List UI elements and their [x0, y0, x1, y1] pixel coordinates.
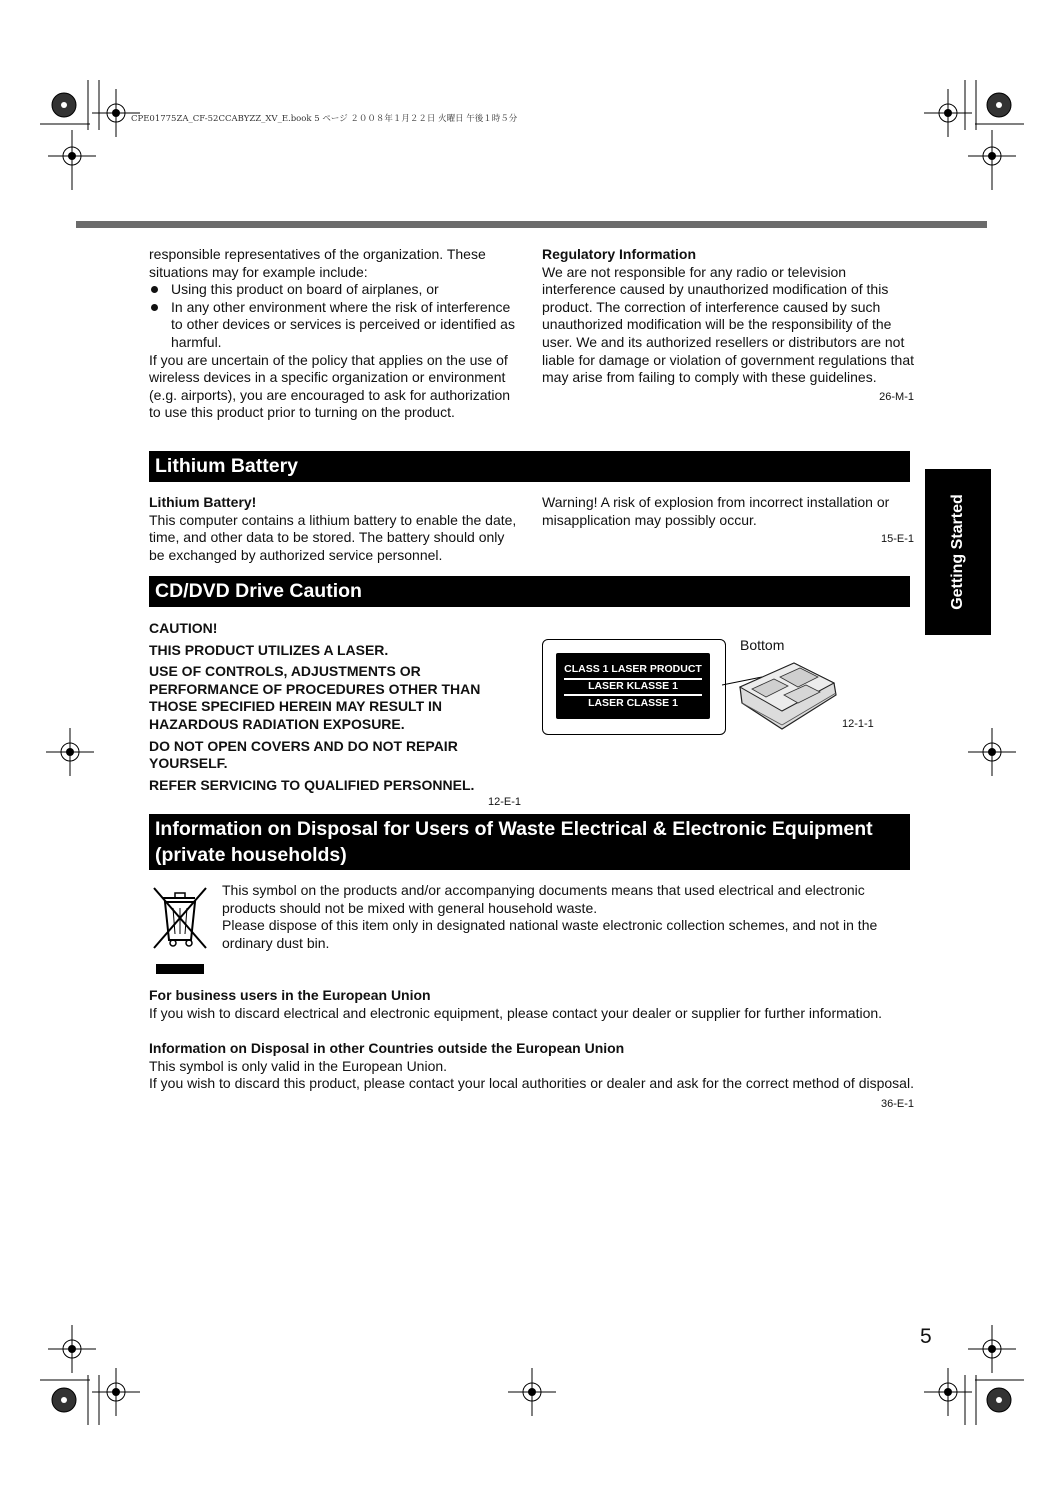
symbol-text: This symbol on the products and/or accompanying documents means that used electrical and electronic products should not be mixed with general household waste. [222, 882, 865, 916]
regulatory-body: We are not responsible for any radio or television interference caused by unauthorized modification of this product. The correction of interference caused by such unauthorized modification will be the responsibility of the user. We and its authorized resellers or distributors are not liable for damage or violation of government regulations that may arise from failing to comply with these guidelines. [542, 263, 914, 386]
figure-code: 12-1-1 [842, 718, 874, 730]
other-countries-section [149, 1040, 914, 1113]
side-tab-getting-started [925, 469, 991, 635]
wireless-policy-text [149, 246, 521, 422]
side-tab-label: Getting Started [949, 494, 966, 610]
regulatory-title: Regulatory Information [542, 246, 697, 262]
symbol-explanation [222, 882, 914, 952]
lithium-code: 15-E-1 [880, 533, 914, 546]
business-title: For business users in the European Union [149, 987, 431, 1003]
symbol-text: Please dispose of this item only in designated national waste electronic collection schemes, and not in the ordinary dust bin. [222, 917, 878, 951]
disposal-heading [149, 814, 910, 870]
cddvd-code: 12-E-1 [487, 796, 521, 809]
caution-line: DO NOT OPEN COVERS AND DO NOT REPAIR YOURSELF. [149, 737, 458, 772]
caution-line: USE OF CONTROLS, ADJUSTMENTS OR PERFORMANCE OF PROCEDURES OTHER THAN THOSE SPECIFIED HEREIN MAY RESULT IN HAZARDOUS RADIATION EXPOSURE. [149, 663, 481, 732]
other-body: This symbol is only valid in the European Union. [149, 1057, 448, 1074]
disposal-heading-line: (private households) [155, 844, 347, 866]
page-number: 5 [920, 1325, 932, 1348]
lithium-body: This computer contains a lithium battery to enable the date, time, and other data to be stored. The battery should only be exchanged by authorized service personnel. [149, 511, 517, 563]
regulatory-code: 26-M-1 [879, 390, 914, 403]
regulatory-info [542, 246, 914, 406]
cddvd-heading: CD/DVD Drive Caution [149, 576, 910, 607]
policy-paragraph: If you are uncertain of the policy that applies on the use of wireless devices in a specific organization or environment (e.g. airports), you are encouraged to ask for authorization to use this product prior to turning on the product. [149, 351, 511, 421]
intro-text: responsible representatives of the organization. These situations may for example include: [149, 246, 486, 280]
lithium-warning: Warning! A risk of explosion from incorrect installation or misapplication may possibly occur. [542, 494, 890, 528]
other-title: Information on Disposal in other Countries outside the European Union [149, 1040, 625, 1056]
laser-label-line: LASER CLASSE 1 [588, 697, 678, 709]
laser-label-line: CLASS 1 LASER PRODUCT [564, 663, 702, 675]
list-item: In any other environment where the risk of interference to other devices or services is perceived or identified as harmful. [149, 299, 521, 352]
lithium-right [542, 494, 914, 549]
disposal-heading-line: Information on Disposal for Users of Waste Electrical & Electronic Equipment [155, 818, 873, 840]
top-rule [76, 221, 987, 228]
caution-line: CAUTION! [149, 620, 218, 636]
lithium-subtitle: Lithium Battery! [149, 494, 257, 510]
caution-line: THIS PRODUCT UTILIZES A LASER. [149, 641, 389, 658]
laptop-bottom-illustration [722, 655, 842, 735]
lithium-heading: Lithium Battery [149, 451, 910, 482]
business-users-section [149, 987, 914, 1022]
caution-line: REFER SERVICING TO QUALIFIED PERSONNEL. [149, 776, 475, 793]
bullet-list [149, 281, 521, 351]
bottom-label: Bottom [740, 637, 785, 653]
list-item: Using this product on board of airplanes, or [149, 281, 521, 299]
lithium-left [149, 494, 521, 564]
disposal-code: 36-E-1 [880, 1097, 914, 1110]
other-body: If you wish to discard this product, please contact your local authorities or dealer and ask for the correct method of disposal. [149, 1075, 914, 1092]
cddvd-caution [149, 620, 521, 812]
business-body: If you wish to discard electrical and electronic equipment, please contact your dealer or supplier for further information. [149, 1004, 883, 1021]
crossed-bin-icon [151, 884, 209, 976]
laser-label-line: LASER KLASSE 1 [588, 680, 678, 692]
laser-label [542, 639, 726, 735]
file-info-header: CPE01775ZA_CF-52CCABYZZ_XV_E.book 5 ページ ２００８年１月２２日 火曜日 午後１時５分 [131, 114, 518, 124]
